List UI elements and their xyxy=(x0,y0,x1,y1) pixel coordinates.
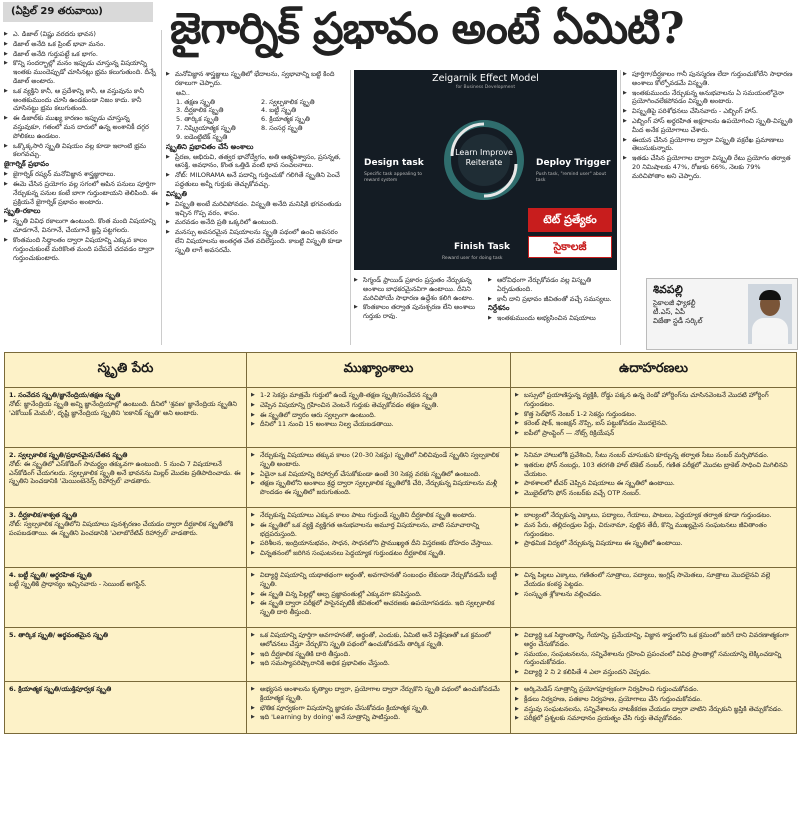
memory-type-item: 5. తార్కిక స్మృతి xyxy=(176,115,219,124)
table-row xyxy=(5,448,797,508)
bullet-item: ▶ నోట్: MILORAMA అనే పదాన్ని గుర్తించుకో గలిగితే స్మృతిని పెంచే పద్ధతులు అన్నీ గుర్తుకు తెచ్చుకోవచ్చు. xyxy=(166,171,346,189)
bullet-item: ▶ మనస్సు అవసరమైన విషయాలను స్మృతి పథంలో ఉంచి అవసరం లేని విషయాలను అంతర్గత చేత వదిలేస్తుంది. కాబట్టి విస్మృతి కూడా స్మృతి లాగే అవసరమే. xyxy=(166,228,346,254)
col2-intro-list xyxy=(166,70,346,88)
memory-name-cell xyxy=(5,681,247,733)
memory-note: నోట్: స్వల్పకాలిక స్మృతిలోని విషయాలు పునశ్చరణం చేయడం ద్వారా దీర్ఘకాలిక స్మృతిలోకి పంపబడతాయి. ఈ స్మృతిని పెంచడానికి 'ఎలాబొరేటివ్ రిహార్సల్' వాడతారు. xyxy=(9,519,234,537)
examples-cell xyxy=(511,568,797,628)
subhead-memory-types: స్మృతి-రకాలు xyxy=(4,207,41,216)
key-points-cell xyxy=(247,388,511,448)
key-point: ▶ నేర్చుకున్న విషయాలు ఎక్కువ కాలం పాటు గుర్తుండే స్మృతిని దీర్ఘకాలిక స్మృతి అంటారు. xyxy=(251,511,506,520)
bullet-item: ▶ కొంతమంది సిద్ధాంతం ద్వారా విషయాన్ని ఎక్కువ కాలం గుర్తుంచుకుంటే మరికొంత మంది పదేపదే చదవడం ద్వారా గుర్తుంచుకుంటారు. xyxy=(4,236,158,262)
memory-type-item: 7. నిష్క్రియాత్మక స్మృతి xyxy=(176,123,236,132)
examples-list xyxy=(515,511,792,548)
author-role-line: టీ.ఎస్, ఏపీ xyxy=(653,308,685,316)
key-point: ▶ ఈ స్మృతిలో ద్వారం ఆరు స్వల్పంగా ఉంటుంది. xyxy=(251,411,506,420)
page-title: జైగార్నిక్ ప్రభావం అంటే ఏమిటి? xyxy=(170,4,684,54)
bullet-item: ▶ కొంతకాలం తర్వాత పునఃశ్చరణ లేని అంశాలు గుర్తుకు రావు. xyxy=(354,303,482,321)
column-divider xyxy=(350,70,351,345)
table-row xyxy=(5,508,797,568)
memory-types-grid xyxy=(166,98,346,142)
bullet-item: ▶ ఒక వ్యక్తిని కానీ, ఆ ప్రదేశాన్ని కానీ, ఆ వస్తువును కానీ అంతకుముందు చూసి ఉండకుండా నిజం కాదు. కానీ చూసినట్టు భ్రమ కలుగుతుంది. xyxy=(4,87,158,113)
memory-name: 3. దీర్ఘకాలిక/శాశ్వత స్మృతి xyxy=(9,511,78,519)
example-item: ▶ వస్తువు సంఘటనలను, సన్నివేశాలను నాటకీకరణ చేయడం ద్వారా వాటిని నేర్చుకుని జ్ఞప్తికి తెచ్చుకోవడం. xyxy=(515,705,792,714)
memory-name-cell xyxy=(5,388,247,448)
memory-name: 6. క్రియాత్మక స్మృతి/యుక్తిపూర్వక స్మృతి xyxy=(9,684,112,693)
memory-type-item: 9. ఐడెంట్టిటిక్ స్మృతి xyxy=(176,132,228,141)
key-points-cell xyxy=(247,681,511,733)
example-item: ▶ ప్రాథమిక విద్యలో నేర్చుకున్న విషయాలు ఈ స్మృతిలో ఉంటాయి. xyxy=(515,539,792,548)
example-item: ▶ సినిమా హాలులోకి ప్రవేశించి, సీటు నంబర్ చూసుకుని కూర్చున్న తర్వాత సీటు నంబర్ మర్చిపోవడం. xyxy=(515,451,792,460)
key-point: ▶ అభ్యసన అంశాలను కృత్యాల ద్వారా, ప్రయోగాల ద్వారా నేర్చుకొని స్మృతి పథంలో ఉంచుకోవడమే క్రియాత్మక స్మృతి. xyxy=(251,685,506,703)
example-item: ▶ విద్యార్థి 2 ని 2 కలిపితే 4 ఎలా వస్తుందని చెప్పడం. xyxy=(515,668,792,677)
memory-note: బట్టీ స్మృతికి ప్రాధాన్యం ఇచ్చినవారు - సెయింట్ అగస్టిన్. xyxy=(9,579,147,588)
memory-name: 4. బట్టీ స్మృతి/ అర్థరహిత స్మృతి xyxy=(9,571,92,579)
key-point: ▶ ఏదైనా ఒక విషయాన్ని రిహార్సల్ చేసుకోకుండా ఉంటే 30 సెకన్ల వరకు స్మృతిలో ఉంటుంది. xyxy=(251,470,506,479)
example-item: ▶ కరెంట్ షాక్, ఇంజక్షన్ నొప్పి, ఐస్ పట్టుకోవడం మొదలైనవి. xyxy=(515,419,792,428)
column-divider xyxy=(620,70,621,345)
bullet-item: ▶ డిజాల్ అనేది ఒక ప్రింట్ భావా మనం. xyxy=(4,40,158,49)
col4-list xyxy=(623,70,795,181)
examples-list xyxy=(515,451,792,498)
bullet-item: ▶ ప్రేరణ, అభిరుచి, తత్వర భావోద్వేగం, అతి ఆత్మవిశ్వాసం, ప్రసన్నత, ఆసక్తి, అవధానం, కొంత ఒత్తిడి వంటి భావ సంచలనాలు. xyxy=(166,153,346,171)
bullet-item: ▶ ఆరోవిధంగా నేర్చుకోవడం వల్ల విస్మృతి ఏర్పడుతుంది. xyxy=(488,276,616,294)
memory-name-cell xyxy=(5,508,247,568)
example-item: ▶ విద్యార్థి ఒక సిద్ధాంతాన్ని, గేయాన్ని, ప్రమేయాన్ని, విజ్ఞాన శాస్త్రంలోని ఒక క్రమంలో జరిగే దాని వివరణాత్మకంగా అర్థం చేసుకోవడం. xyxy=(515,631,792,649)
key-point: ▶ దీనిలో 11 నుంచి 15 అంశాలు నిల్వ చేయబడతాయి. xyxy=(251,420,506,429)
subhead-forgetting: విస్మృతి xyxy=(166,189,187,198)
bullet-item: ▶ మరవడం అనేది ప్రతి ఒక్కరిలో ఉంటుంది. xyxy=(166,218,346,227)
author-photo xyxy=(748,284,792,344)
column-2 xyxy=(166,70,346,256)
key-point: ▶ ఈ స్మృతిలో ఒక వ్యక్తి వ్యక్తిగత అనుభవాలను అమూర్త విషయాలను, వాటి సమాచారాన్ని భద్రపరుస్తుంది. xyxy=(251,521,506,539)
key-point: ▶ తక్షణ స్మృతిలోని అంశాలు శ్రద్ధ ద్వారా స్వల్పకాలిక స్మృతిలోకి చేరి, నేర్చుకున్న విషయాలను మళ్లీ పొందడం ఈ స్మృతిలో జరుగుతుంది. xyxy=(251,479,506,497)
example-item: ▶ ఐపీలో ప్రాంప్టింగ్ — నోట్స్ రిక్రియేషన్ xyxy=(515,429,792,438)
col2-intro: ▶ మనోవిజ్ఞాన శాస్త్రజ్ఞులు స్మృతిలో భేదాలను, స్వభావాన్ని బట్టి కింది రకాలుగా చెప్పారు. xyxy=(166,70,346,88)
infographic-title: Zeigarnik Effect Model xyxy=(432,73,539,84)
table-header: ముఖ్యాంశాలు xyxy=(247,353,511,388)
examples-list xyxy=(515,685,792,723)
example-item: ▶ బస్సులో ప్రయాణిస్తున్న వ్యక్తికి, రోడ్డు పక్కన ఉన్న రెండో హోర్డింగ్‌ను చూసినవెంటనే మొదటి హోర్డింగ్ గుర్తుండటం. xyxy=(515,391,792,409)
example-item: ▶ మన పేరు, తల్లిదండ్రుల పేర్లు, చిరునామా, పుట్టిన తేదీ, కొన్ని ముఖ్యమైన సంఘటనలు జీవితాంతం గుర్తుండటం. xyxy=(515,521,792,539)
memory-name: 2. స్వల్పకాలిక స్మృతి/ప్రధానమైన/చేతన స్మృతి xyxy=(9,451,128,459)
points-list xyxy=(251,631,506,668)
key-point: ▶ ఒక విషయాన్ని పూర్తిగా అవగాహనతో, అర్థంతో, ఎందుకు, ఏమిటి అనే విశ్లేషణతో ఒక క్రమంలో ఆలోచనలు చేస్తూ నేర్చుకొని స్మృతి పథంలో ఉంచుకోవడమే తార్కిక స్మృతి. xyxy=(251,631,506,649)
midlow-left-list xyxy=(354,276,482,321)
key-point: ▶ చెప్పిన విషయాన్ని గ్రహించిన వెంటనే గుర్తుకు తెచ్చుకోవడం తక్షణ స్మృతి. xyxy=(251,401,506,410)
finish-task-desc: Reward user for doing task xyxy=(442,256,503,261)
table-header: ఉదాహరణలు xyxy=(511,353,797,388)
example-item: ▶ చిన్న పిల్లలు ఎక్కాలు, గణితంలో సూత్రాలు, పద్యాలు, ఇంగ్లిష్ సామెతలు, సూత్రాలు మొదలైనవి వల్లె వేయడం కంఠస్థ పెట్టడం. xyxy=(515,571,792,589)
example-item: ▶ ఇతరుల ఫోన్ నంబర్లు, 103 తరగతి హాల్ టికెట్ నంబర్, గణిత పరీక్షలో మొదట బ్రాకెట్ సాధించి మిగిలినవి చేయటం. xyxy=(515,461,792,479)
example-item: ▶ పరీక్షలో ప్రశ్నలకు సమాధానం ప్రయత్నం చేసి గుర్తు తెచ్చుకోవడం. xyxy=(515,714,792,723)
examples-cell xyxy=(511,628,797,682)
psychology-badge: సైకాలజీ xyxy=(528,236,612,258)
memory-note: నోట్: జ్ఞానేంద్రియ స్మృతి అన్ని జ్ఞానేంద్రియాల్లో ఉంటుంది. దీనిలో 'శ్రవణ' జ్ఞానేంద్రియ స్మృతిని 'ఎకోయిక్ మెమరీ', దృష్టి జ్ఞానేంద్రియ స్మృతిని 'ఐకానిక్ స్మృతి' అని అంటారు. xyxy=(9,399,237,417)
memory-types-table xyxy=(4,352,797,734)
infographic-center-text: Learn Improve Reiterate xyxy=(455,148,513,167)
key-point: ▶ ఇది సమస్యాపరిష్కారానికి అధిక ప్రభావితం చేస్తుంది. xyxy=(251,659,506,668)
points-list xyxy=(251,391,506,429)
bullet-item: ▶ విస్మృతి అంటే మరిచిపోవడం. విస్మృతి అనేది మనిషికి భగవంతుడు ఇచ్చిన గొప్ప వరం, శాపం. xyxy=(166,200,346,218)
key-points-cell xyxy=(247,628,511,682)
points-list xyxy=(251,571,506,617)
author-name: శివపల్లి xyxy=(653,283,683,296)
table-row xyxy=(5,568,797,628)
bullet-item: ▶ స్మృతి వివిధ రకాలుగా ఉంటుంది. కొంత మంది విషయాన్ని చూడగానే, వినగానే, చేయగానే జ్ఞప్తి పట్టగలరు. xyxy=(4,217,158,235)
design-task-label: Design task xyxy=(364,158,424,168)
key-point: ▶ ఈ స్మృతి చిన్న పిల్లల్లో అల్ప ప్రజ్ఞావంతుల్లో ఎక్కువగా కనిపిస్తుంది. xyxy=(251,590,506,599)
bullet-item: ▶ విస్మృతిపై పరిశోధనలు చేసినవారు - ఎబ్బింగ్ హాస్. xyxy=(623,107,795,116)
key-point: ▶ భౌతిక పూర్వకంగా విషయాన్ని జ్ఞాపకం చేసుకోవడం క్రియాత్మక స్మృతి. xyxy=(251,704,506,713)
bullet-item: ▶ ఈమె చేసిన ప్రయోగం వల్ల సగంలో ఆపిన పనులు పూర్తిగా నేర్చుకున్న పనుల కంటే బాగా గుర్తుంటాయని తెలిపింది. ఈ ప్రక్రియనే జైగార్నిక్ ప్రభావం అంటారు. xyxy=(4,180,158,206)
example-item: ▶ పాఠశాలలో టీచర్ చెప్పిన విషయాలు ఈ స్మృతిలో ఉంటాయి. xyxy=(515,479,792,488)
key-points-cell xyxy=(247,508,511,568)
bullet-item: ▶ కొన్ని సందర్భాల్లో మనం ఇప్పుడు చూస్తున్న విషయాన్ని ఇంతకు ముందెప్పుడో చూసినట్లు భ్రమ కలుగుతుంది. దీన్నే డిజాల్ అంటారు. xyxy=(4,59,158,85)
bullet-item: ▶ ఎబ్బింగ్ హాస్ అర్థరహిత అక్షరాలను ఉపయోగించి స్మృతి-విస్మృతి మీద అనేక ప్రయోగాలు చేశారు. xyxy=(623,117,795,135)
subhead-zeigarnik: జైగార్నిక్ ప్రభావం xyxy=(4,160,49,169)
memory-type-item: 1. తక్షణ స్మృతి xyxy=(176,97,215,106)
bullet-item: ▶ జైగార్నిక్ రష్యన్ మనోవిజ్ఞాన శాస్త్రజ్ఞురాలు. xyxy=(4,170,158,179)
midlow-right-sub-list xyxy=(488,314,616,323)
deploy-trigger-desc: Push task, "remind user" about task xyxy=(536,172,607,183)
key-point: ▶ ఈ స్మృతి ద్వారా పరీక్షలో పాసైనప్పటికీ జీవితంలో ఆచరణకు ఉపయోగపడదు. ఇది స్వల్పకాలిక స్మృతి దారి తీస్తుంది. xyxy=(251,599,506,617)
bullet-item: ▶ కానీ దాని ప్రభావం జీవితంతో వచ్చే సమస్యలు. xyxy=(488,295,616,304)
tet-special-badge: టెట్ ప్రత్యేకం xyxy=(528,208,612,232)
midlow-right-list xyxy=(488,276,616,303)
memory-type-item: 8. సంసర్గ స్మృతి xyxy=(261,123,303,132)
table-row xyxy=(5,681,797,733)
memory-name-cell xyxy=(5,568,247,628)
continuation-label: (ఏప్రిల్ 29 తరువాయి) xyxy=(3,2,153,22)
bullet-item: ▶ సిగ్మండ్ ఫ్రాయిడ్ ప్రకారం ప్రస్తుతం నేర్చుకున్న అంశాలు బాధకరమైనవిగా ఉంటాయి. దీనిని మరిచిపోయే సాధారణ ఉద్దేశం కలిగి ఉంటాం. xyxy=(354,276,482,302)
example-item: ▶ కొత్త సెల్‌ఫోన్ నెంబర్ 1-2 సెకన్లు గుర్తుండటం. xyxy=(515,410,792,419)
bullet-item: ▶ ఈ డిజాల్‌కు ముఖ్య కారణం ఇప్పుడు చూస్తున్న వస్తువుకూ, గతంలో మన దారులో ఉన్న అంశానికీ దగ్గర పోలికలు ఉండటం. xyxy=(4,114,158,140)
key-point: ▶ విద్యార్థి విషయాన్ని యథాతథంగా అర్థంతో, అవగాహనతో సంబంధం లేకుండా నేర్చుకోవడమే బట్టీ స్మృతి. xyxy=(251,571,506,589)
example-item: ▶ మొబైల్‌లోని ఫోన్ నంబర్‌కు వచ్చే OTP నంబర్. xyxy=(515,489,792,498)
col1-sub2-list xyxy=(4,217,158,262)
memory-name-cell xyxy=(5,628,247,682)
key-point: ▶ చిన్నతనంలో జరిగిన సంఘటనలు పెద్దయ్యాక గుర్తుండటం దీర్ఘకాలిక స్మృతి. xyxy=(251,549,506,558)
subhead-memory-factors: స్మృతిని ప్రభావితం చేసే అంశాలు xyxy=(166,142,254,151)
finish-task-label: Finish Task xyxy=(454,242,511,252)
column-divider xyxy=(161,30,162,345)
key-points-cell xyxy=(247,448,511,508)
table-row xyxy=(5,628,797,682)
table-header: స్మృతి పేరు xyxy=(5,353,247,388)
examples-list xyxy=(515,571,792,598)
example-item: ▶ బాల్యంలో నేర్చుకున్న ఎక్కాలు, పద్యాలు, గేయాలు, పాటలు, పెద్దయ్యాక తర్వాత కూడా గుర్తుండటం. xyxy=(515,511,792,520)
design-task-desc: Specific task appealing to reward system xyxy=(364,172,423,183)
examples-list xyxy=(515,391,792,438)
bullet-item: ▶ ఒక్కొక్కసారి స్మృతి విషయం వల్ల కూడా ఇలాంటి భ్రమ కలగవచ్చు. xyxy=(4,142,158,160)
memory-name: 1. సంవేదన స్మృతి/జ్ఞానేంద్రియ/తక్షణ స్మృతి xyxy=(9,391,121,399)
author-box xyxy=(646,278,798,350)
bullet-item: ▶ ఇంతకుముందు నేర్చుకున్న అనుభవాలను ఏ సమయంలోనైనా ప్రయోగించలేకపోవడం విస్మృతి అంటారు. xyxy=(623,89,795,107)
examples-list xyxy=(515,631,792,677)
key-point: ▶ 1-2 సెకన్లు మాత్రమే గుర్తులో ఉండే స్మృతి-తక్షణ స్మృతి/సంవేదన స్మృతి xyxy=(251,391,506,400)
points-list xyxy=(251,451,506,497)
column-1 xyxy=(4,30,158,263)
author-role-line: సైకాలజీ ఫ్యాకల్టీ xyxy=(653,299,696,307)
example-item: ▶ క్రీడలు నిర్వహణ, పతకాల నిర్వహణ, ప్రయోగాలు చేసి గుర్తుంచుకోవడం. xyxy=(515,695,792,704)
col1-sub1-list xyxy=(4,170,158,206)
subhead-direction: నిర్దేశనం xyxy=(488,304,510,313)
col2-sub3-list xyxy=(166,200,346,255)
bullet-item: ▶ ఎ. డిజాల్ (విష్ణు వరదరు భావన) xyxy=(4,30,158,39)
examples-cell xyxy=(511,388,797,448)
memory-note: నోట్: ఈ స్మృతిలో ఎస్‌కోడింగ్ సామర్థ్యం తక్కువగా ఉంటుంది. 5 నుంచి 7 విషయాలనే ఎన్‌కోడింగ్ చేయగలదు. స్వల్పకాలిక స్మృతి అనే భావనను మిల్లర్ మొదట ప్రతిపాదించాడు. ఈ స్మృతిని పెంచడానికి 'మెయింటెనెన్స్ రిహార్సల్' వాడతారు. xyxy=(9,459,241,486)
col1-list xyxy=(4,30,158,159)
column-4 xyxy=(623,70,795,182)
deploy-trigger-label: Deploy Trigger xyxy=(536,158,611,168)
memory-type-item: 2. స్వల్పకాలిక స్మృతి xyxy=(261,97,315,106)
table-body xyxy=(5,388,797,734)
memory-type-item: 3. దీర్ఘకాలిక స్మృతి xyxy=(176,106,224,115)
memory-type-item: 6. క్రియాత్మక స్మృతి xyxy=(261,115,310,124)
col2-sub-list xyxy=(166,153,346,189)
examples-cell xyxy=(511,681,797,733)
infographic-subtitle: for Business Development xyxy=(455,85,516,90)
example-item: ▶ సంస్కృత శ్లోకాలను వల్లించడం. xyxy=(515,590,792,599)
bullet-item: ▶ ఇతడు చేసిన ప్రయోగాల ద్వారా విస్మృతి రేటు ప్రయోగం తర్వాత 20 నిమిషాలకు 47%, రోజుకు 66%, నెలకు 79% మరిచిపోతాం అని చెప్పారు. xyxy=(623,154,795,180)
key-point: ▶ పరిశీలన, ఇంద్రియానుభవం, సాధన, సాధనలోని ప్రాముఖ్యత దీని విస్తరణకు దోహదం చేస్తాయి. xyxy=(251,539,506,548)
bullet-item: ▶ ఈయన చేసిన ప్రయోగాల ద్వారా విస్మృతి వక్రరేఖ ప్రమాణాలు తెలుసుకున్నారు. xyxy=(623,136,795,154)
memory-type-item: 4. బట్టీ స్మృతి xyxy=(261,106,297,115)
author-role-line: విజేతా స్టడీ సర్కిల్ xyxy=(653,317,703,325)
table-row xyxy=(5,388,797,448)
bullet-item: ▶ పూర్తిగా/దీర్ఘకాలం గానీ పునస్మరణ లేదా గుర్తుంచుకోలేని సాధారణ అంశాలు కోల్పోవడమే విస్మృతి. xyxy=(623,70,795,88)
points-list xyxy=(251,511,506,558)
memory-name: 5. తార్కిక స్మృతి/ అర్థవంతమైన స్మృతి xyxy=(9,631,108,639)
bullet-item: ▶ డిజాల్ అనేది గుర్తుపట్టే ఒక భాగం. xyxy=(4,50,158,59)
points-list xyxy=(251,685,506,722)
key-point: ▶ ఇది 'Learning by doing' అనే సూత్రాన్ని పాటిస్తుంది. xyxy=(251,713,506,722)
examples-cell xyxy=(511,508,797,568)
key-points-cell xyxy=(247,568,511,628)
example-item: ▶ సమయం, సంఘటనలను, సన్నివేశాలను గ్రహించి ప్రపంచంలో వివిధ ప్రాంతాల్లో సమయాన్ని లెక్కించడాన్ని గుర్తుంచుకోవడం. xyxy=(515,650,792,668)
key-point: ▶ నేర్చుకున్న విషయాలు తక్కువ కాలం (20-30 సెకన్లు) స్మృతిలో నిలిచివుండే స్మృతిని స్వల్పకాలిక స్మృతి అంటారు. xyxy=(251,451,506,469)
bullet-item: ▶ ఇంతకుముందు అభ్యసించిన విషయాలు xyxy=(488,314,616,323)
example-item: ▶ అర్కిమెడిస్ సూత్రాన్ని ప్రయోగపూర్వకంగా నిర్వహించి గుర్తుంచుకోవడం. xyxy=(515,685,792,694)
key-point: ▶ ఇది దీర్ఘకాలిక స్మృతికి దారి తీస్తుంది. xyxy=(251,650,506,659)
author-role xyxy=(653,299,703,326)
col2-lead: అవి.. xyxy=(176,88,190,97)
examples-cell xyxy=(511,448,797,508)
memory-name-cell xyxy=(5,448,247,508)
